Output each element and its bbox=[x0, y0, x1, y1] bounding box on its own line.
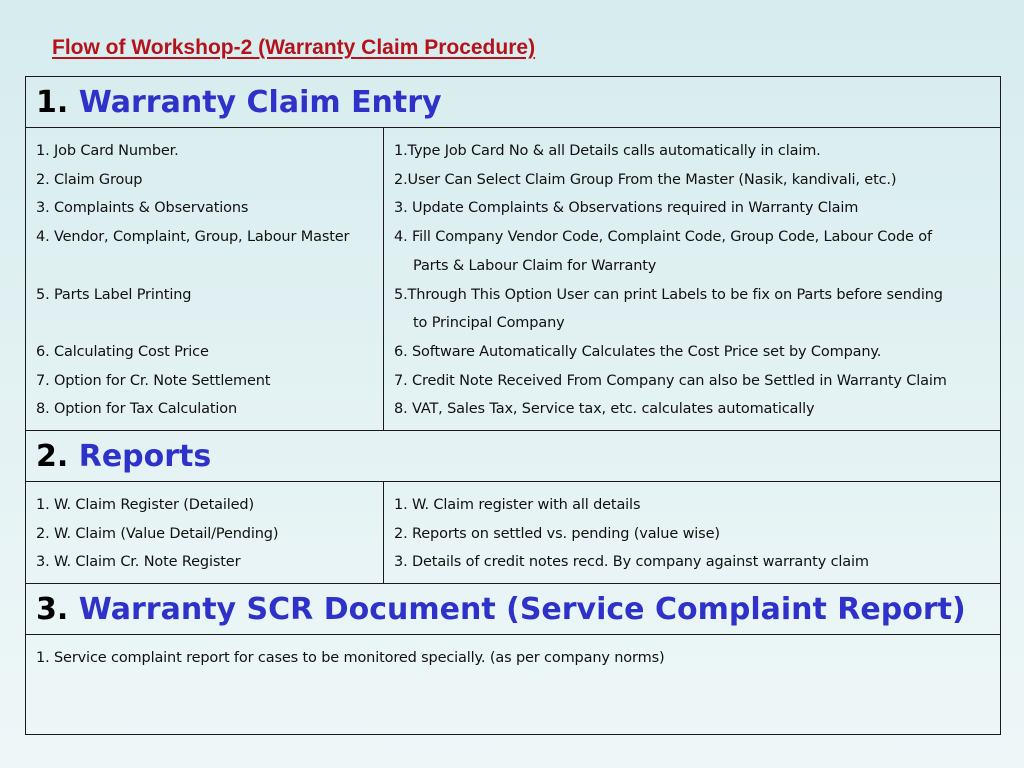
description-item: 6. Software Automatically Calculates the Cost Price set by Company. bbox=[394, 343, 882, 360]
section-header-reports bbox=[26, 431, 1001, 482]
section-body-reports bbox=[26, 482, 1001, 584]
feature-item: 5. Parts Label Printing bbox=[36, 286, 192, 303]
description-item: 8. VAT, Sales Tax, Service tax, etc. calculates automatically bbox=[394, 401, 815, 418]
feature-item: 1. Job Card Number. bbox=[36, 143, 179, 159]
feature-item: 7. Option for Cr. Note Settlement bbox=[36, 372, 271, 389]
report-item: 1. W. Claim Register (Detailed) bbox=[36, 497, 254, 514]
feature-list-cell bbox=[26, 128, 384, 431]
section-title: Warranty Claim Entry bbox=[78, 84, 442, 120]
description-item-continued: Parts & Labour Claim for Warranty bbox=[413, 257, 657, 274]
description-item: 5.Through This Option User can print Labels to be fix on Parts before sending bbox=[394, 286, 943, 303]
section-body-scr-document bbox=[26, 635, 1001, 735]
section-title: Reports bbox=[78, 438, 212, 474]
section-body-warranty-claim-entry bbox=[26, 128, 1001, 431]
report-item: 2. W. Claim (Value Detail/Pending) bbox=[36, 525, 279, 542]
section-title: Warranty SCR Document (Service Complaint Report) bbox=[78, 591, 966, 627]
description-item: 1.Type Job Card No & all Details calls automatically in claim. bbox=[394, 143, 821, 159]
workflow-table bbox=[25, 76, 1001, 735]
section-header-warranty-claim-entry bbox=[26, 77, 1001, 128]
description-item: 3. Update Complaints & Observations required in Warranty Claim bbox=[394, 200, 859, 217]
page-title: Flow of Workshop-2 (Warranty Claim Procedure) bbox=[52, 36, 536, 59]
section-number: 2. bbox=[36, 438, 69, 474]
feature-item: 2. Claim Group bbox=[36, 171, 143, 188]
feature-item: 6. Calculating Cost Price bbox=[36, 343, 209, 360]
scr-description-cell bbox=[26, 635, 1001, 735]
description-item: 4. Fill Company Vendor Code, Complaint Code, Group Code, Labour Code of bbox=[394, 229, 932, 246]
description-item: 7. Credit Note Received From Company can also be Settled in Warranty Claim bbox=[394, 372, 947, 389]
feature-item: 3. Complaints & Observations bbox=[36, 200, 249, 217]
spacer bbox=[36, 309, 377, 338]
description-list-cell bbox=[384, 128, 1001, 431]
feature-item: 8. Option for Tax Calculation bbox=[36, 401, 238, 418]
report-description: 1. W. Claim register with all details bbox=[394, 497, 641, 514]
report-list-cell bbox=[26, 482, 384, 584]
report-description-cell bbox=[384, 482, 1001, 584]
feature-item: 4. Vendor, Complaint, Group, Labour Master bbox=[36, 229, 350, 246]
spacer bbox=[36, 252, 377, 281]
scr-description: 1. Service complaint report for cases to be monitored specially. (as per company norms) bbox=[36, 650, 665, 667]
section-number: 1. bbox=[36, 84, 69, 120]
report-item: 3. W. Claim Cr. Note Register bbox=[36, 554, 241, 571]
description-item-continued: to Principal Company bbox=[413, 315, 565, 332]
report-description: 3. Details of credit notes recd. By company against warranty claim bbox=[394, 554, 869, 571]
description-item: 2.User Can Select Claim Group From the Master (Nasik, kandivali, etc.) bbox=[394, 171, 897, 188]
section-header-scr-document bbox=[26, 584, 1001, 635]
section-number: 3. bbox=[36, 591, 69, 627]
report-description: 2. Reports on settled vs. pending (value wise) bbox=[394, 525, 720, 542]
